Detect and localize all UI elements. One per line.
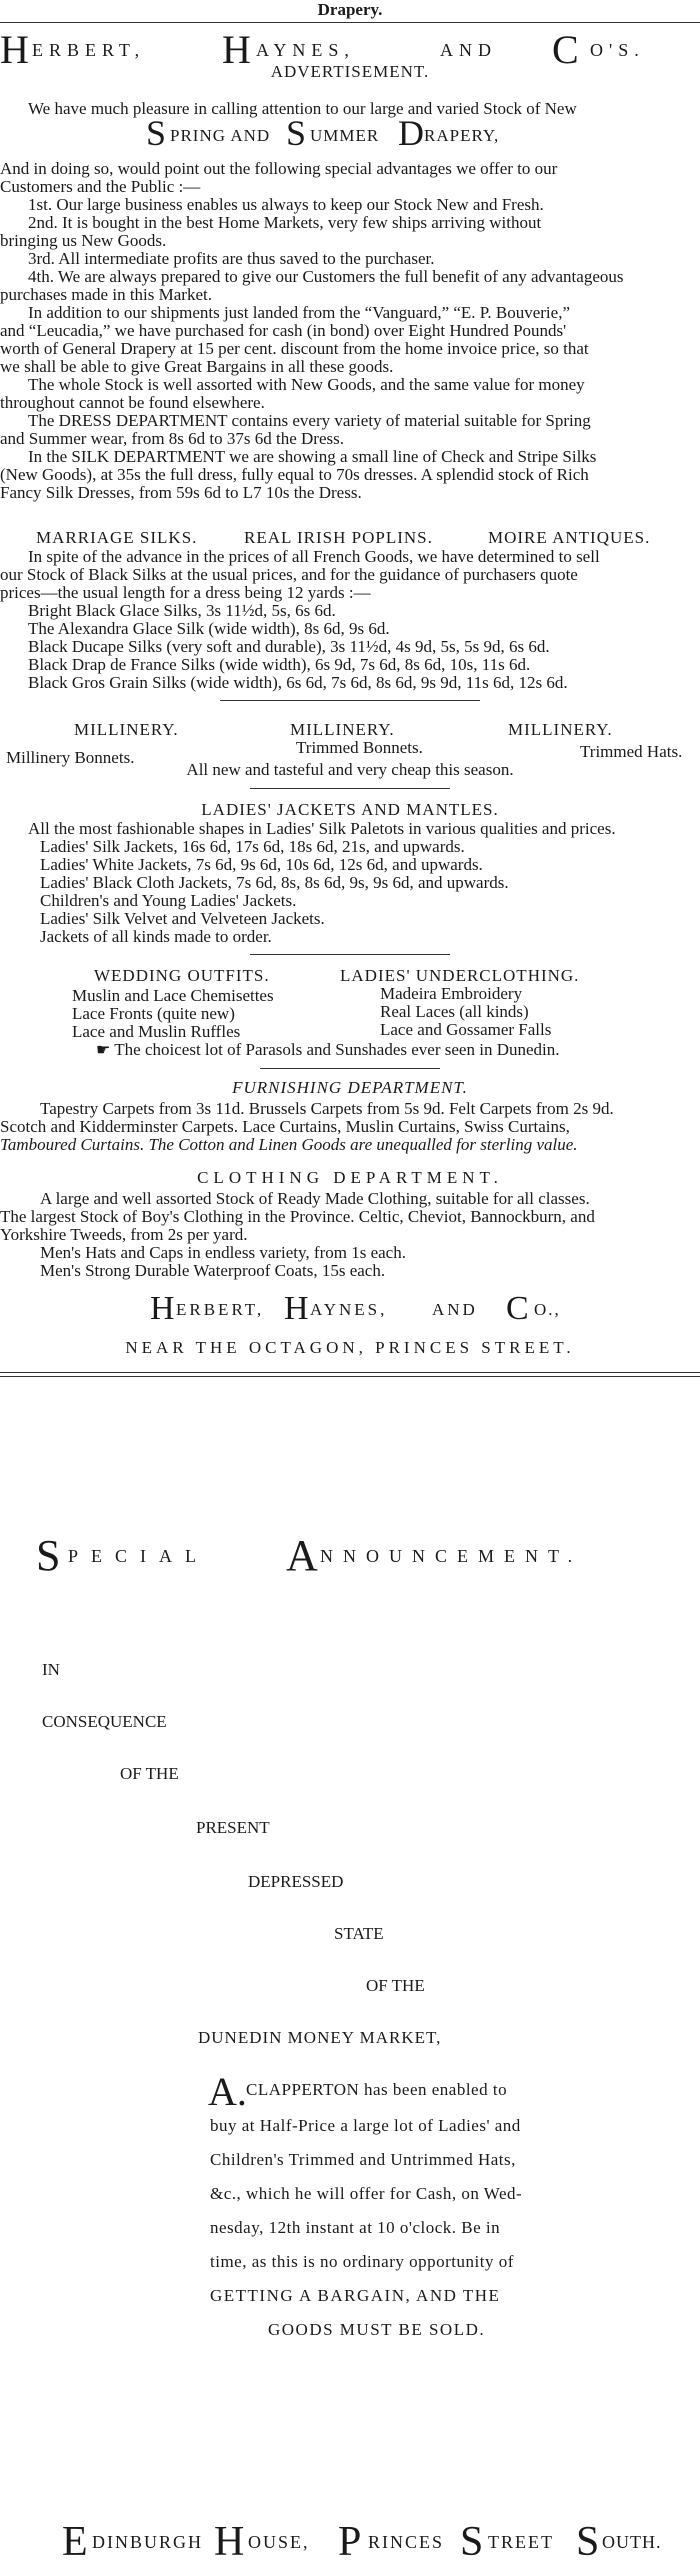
ad1-intro: We have much pleasure in calling attention to our large and varied Stock of New [28,99,577,118]
ad1-line: (New Goods), at 35s the full dress, fully equal to 70s dresses. A splendid stock of Rich [0,465,589,484]
ad1-footer-h: H [150,1290,175,1327]
ad2-line: nesday, 12th instant at 10 o'clock. Be in [210,2218,501,2237]
jackets-heading: LADIES' JACKETS AND MANTLES. [201,800,499,819]
millinery-note: All new and tasteful and very cheap this season. [186,760,514,779]
furnishing-line: Tapestry Carpets from 3s 11d. Brussels Carpets from 5s 9d. Felt Carpets from 2s 9d. [40,1099,614,1118]
ad1-footer-herbert: ERBERT, [176,1300,265,1319]
ad1-season [146,112,566,152]
underclothing-item: Madeira Embroidery [380,984,523,1003]
cascade-line-2: CONSEQUENCE [42,1712,167,1731]
ad1-line: 3rd. All intermediate profits are thus saved to the purchaser. [28,249,435,268]
jackets-line: Ladies' Silk Velvet and Velveteen Jackets. [40,909,325,928]
jackets-line: Jackets of all kinds made to order. [40,927,272,946]
underclothing-item: Lace and Gossamer Falls [380,1020,552,1039]
jackets-line: Children's and Young Ladies' Jackets. [40,891,297,910]
ad2-line: &c., which he will offer for Cash, on Wed- [210,2184,523,2203]
ad1-footer-haynes: AYNES, [310,1300,388,1319]
furnishing-line: Scotch and Kidderminster Carpets. Lace Curtains, Muslin Curtains, Swiss Curtains, [0,1117,570,1136]
ad2-line: GETTING A BARGAIN, AND THE [210,2286,501,2305]
cascade-line-7: OF THE [366,1976,425,1995]
cascade-line-5: DEPRESSED [248,1872,344,1891]
ad1-line: 2nd. It is bought in the best Home Markets, very few ships arriving without [28,213,542,232]
ad1-season-rapery: RAPERY, [424,126,500,145]
ad2-title-pecial: PECIAL [68,1546,209,1566]
ad1-footer-and: AND [432,1300,478,1319]
top-rule [0,22,700,23]
clothing-line: The largest Stock of Boy's Clothing in the Province. Celtic, Cheviot, Bannockburn, and [0,1207,595,1226]
pointing-hand-icon: ☛ [96,1042,111,1059]
ad1-line: Fancy Silk Dresses, from 59s 6d to L7 10s the Dress. [0,483,362,502]
ad1-footer-title [150,1290,570,1330]
silks-line: The Alexandra Glace Silk (wide width), 8s 6d, 9s 6d. [28,619,390,638]
ad1-subtitle: ADVERTISEMENT. [270,62,430,81]
ad2-footer-e: E [62,2519,88,2565]
parasols-line [96,1040,560,1060]
ad1-season-s1: S [146,113,167,153]
ad1-title-herbert: ERBERT, [32,40,146,60]
ad2-footer-treet: TREET [488,2532,554,2552]
silks-line: In spite of the advance in the prices of all French Goods, we have determined to sell [28,547,600,566]
cascade-line-4: PRESENT [196,1818,270,1837]
furnishing-line: Tamboured Curtains. The Cotton and Linen Goods are unequalled for sterling value. [0,1135,578,1154]
ad2-line: GOODS MUST BE SOLD. [268,2320,486,2339]
jackets-line: Ladies' White Jackets, 7s 6d, 9s 6d, 10s 6d, 12s 6d, and upwards. [40,855,483,874]
silks-line: prices—the usual length for a dress being 12 yards :— [0,583,371,602]
cascade-line-3: OF THE [120,1764,179,1783]
ad2-footer-h: H [214,2519,245,2565]
parasols-note: The choicest lot of Parasols and Sunshades ever seen in Dunedin. [114,1040,560,1059]
ad1-line: we shall be able to give Great Bargains in all these goods. [0,357,394,376]
ad1-line: throughout cannot be found elsewhere. [0,393,265,412]
wedding-item: Muslin and Lace Chemisettes [72,986,274,1005]
ad2-footer-outh: OUTH. [602,2532,662,2552]
ad2-footer-ouse: OUSE, [248,2532,310,2552]
silks-line: our Stock of Black Silks at the usual prices, and for the guidance of purchasers quote [0,565,578,584]
ad1-line: The whole Stock is well assorted with New Goods, and the same value for money [28,375,585,394]
ad1-season-s2: S [286,113,307,153]
ad1-title-haynes: AYNES, [256,40,355,60]
millinery-heading-2: MILLINERY. [290,720,395,739]
millinery-item-bonnets: Millinery Bonnets. [6,748,135,767]
clothing-line: Men's Hats and Caps in endless variety, from 1s each. [40,1243,406,1262]
furnishing-heading: FURNISHING DEPARTMENT. [232,1078,468,1097]
clothing-line: A large and well assorted Stock of Ready Made Clothing, suitable for all classes. [40,1189,590,1208]
jackets-line: All the most fashionable shapes in Ladies' Silk Paletots in various qualities and prices. [28,819,616,838]
clothing-heading: CLOTHING DEPARTMENT. [197,1168,503,1187]
silks-line: Black Drap de France Silks (wide width), 6s 9d, 7s 6d, 8s 6d, 10s, 11s 6d. [28,655,531,674]
ad1-line: and “Leucadia,” we have purchased for cash (in bond) over Eight Hundred Pounds' [0,321,567,340]
jackets-line: Ladies' Black Cloth Jackets, 7s 6d, 8s, 8s 6d, 9s, 9s 6d, and upwards. [40,873,509,892]
ad2-footer-s2: S [576,2519,600,2565]
ad1-title-initial-c: C [552,27,579,72]
ad1-season-pring: PRING AND [170,126,271,145]
wedding-item: Lace Fronts (quite new) [72,1004,235,1023]
wedding-heading: WEDDING OUTFITS. [94,966,270,985]
ad2-footer-p: P [338,2519,362,2565]
ad1-line: And in doing so, would point out the following special advantages we offer to our [0,159,558,178]
ad1-line: purchases made in this Market. [0,285,212,304]
silks-line: Black Ducape Silks (very soft and durable), 3s 11½d, 4s 9d, 5s, 5s 9d, 6s 6d. [28,637,550,656]
ad1-title-initial-h: H [0,27,29,72]
ad1-title-initial-h2: H [222,27,251,72]
ad1-season-ummer: UMMER [310,126,380,145]
ad2-line: CLAPPERTON has been enabled to [246,2080,508,2099]
ad1-address: NEAR THE OCTAGON, PRINCES STREET. [125,1338,575,1357]
section-label: Drapery. [317,0,383,19]
ad2-footer-s: S [460,2519,484,2565]
millinery-heading-3: MILLINERY. [508,720,613,739]
ad1-line: Customers and the Public :— [0,177,201,196]
ad-separator-rule [0,1372,700,1377]
ad2-title-s: S [36,1531,61,1580]
ad1-line: 1st. Our large business enables us always to keep our Stock New and Fresh. [28,195,544,214]
ad1-line: In the SILK DEPARTMENT we are showing a small line of Check and Stripe Silks [28,447,597,466]
millinery-item-trimmed-bonnets: Trimmed Bonnets. [296,738,423,757]
divider [250,954,450,955]
cascade-line-6: STATE [334,1924,384,1943]
ad1-title-cos: O'S. [590,40,645,60]
clothing-line: Men's Strong Durable Waterproof Coats, 15s each. [40,1261,386,1280]
cascade-line-1: IN [42,1660,60,1679]
divider [250,788,450,789]
ad2-title-a: A [286,1531,318,1580]
silks-line: Bright Black Glace Silks, 3s 11½d, 5s, 6s 6d. [28,601,336,620]
ad2-line: buy at Half-Price a large lot of Ladies' and [210,2116,521,2135]
ad1-title-and: AND [440,40,497,60]
ad1-season-d: D [398,113,424,153]
divider [260,1068,440,1069]
ad1-line: 4th. We are always prepared to give our Customers the full benefit of any advantageous [28,267,624,286]
ad2-footer-dinburgh: DINBURGH [92,2532,204,2552]
ad2-line: Children's Trimmed and Untrimmed Hats, [210,2150,516,2169]
clothing-line: Yorkshire Tweeds, from 2s per yard. [0,1225,248,1244]
ad1-line: In addition to our shipments just landed from the “Vanguard,” “E. P. Bouverie,” [28,303,570,322]
ad2-footer-rinces: RINCES [368,2532,445,2552]
underclothing-item: Real Laces (all kinds) [380,1002,529,1021]
cascade-line-8: DUNEDIN MONEY MARKET, [198,2028,442,2047]
ad2-drop-cap: A. [208,2069,247,2114]
silks-heading-marriage: MARRIAGE SILKS. [36,528,198,547]
ad1-line: The DRESS DEPARTMENT contains every variety of material suitable for Spring [28,411,591,430]
underclothing-heading: LADIES' UNDERCLOTHING. [340,966,580,985]
jackets-line: Ladies' Silk Jackets, 16s 6d, 17s 6d, 18s 6d, 21s, and upwards. [40,837,465,856]
ad1-line: bringing us New Goods. [0,231,167,250]
ad2-line: time, as this is no ordinary opportunity of [210,2252,514,2271]
ad2-title [36,1530,676,1580]
divider [220,700,480,701]
silks-heading-moire: MOIRE ANTIQUES. [488,528,651,547]
wedding-item: Lace and Muslin Ruffles [72,1022,241,1041]
ad1-line: and Summer wear, from 8s 6d to 37s 6d the Dress. [0,429,344,448]
ad2-footer [62,2518,682,2568]
ad1-footer-co: O., [534,1300,561,1319]
ad1-line: worth of General Drapery at 15 per cent. discount from the home invoice price, so that [0,339,589,358]
millinery-item-trimmed-hats: Trimmed Hats. [580,742,683,761]
millinery-heading-1: MILLINERY. [74,720,179,739]
silks-line: Black Gros Grain Silks (wide width), 6s 6d, 7s 6d, 8s 6d, 9s 9d, 11s 6d, 12s 6d. [28,673,568,692]
ad2-title-nnouncement: NNOUNCEMENT. [320,1546,583,1566]
ad1-footer-h2: H [284,1290,309,1327]
silks-heading-poplins: REAL IRISH POPLINS. [244,528,433,547]
ad1-footer-c: C [506,1290,529,1327]
